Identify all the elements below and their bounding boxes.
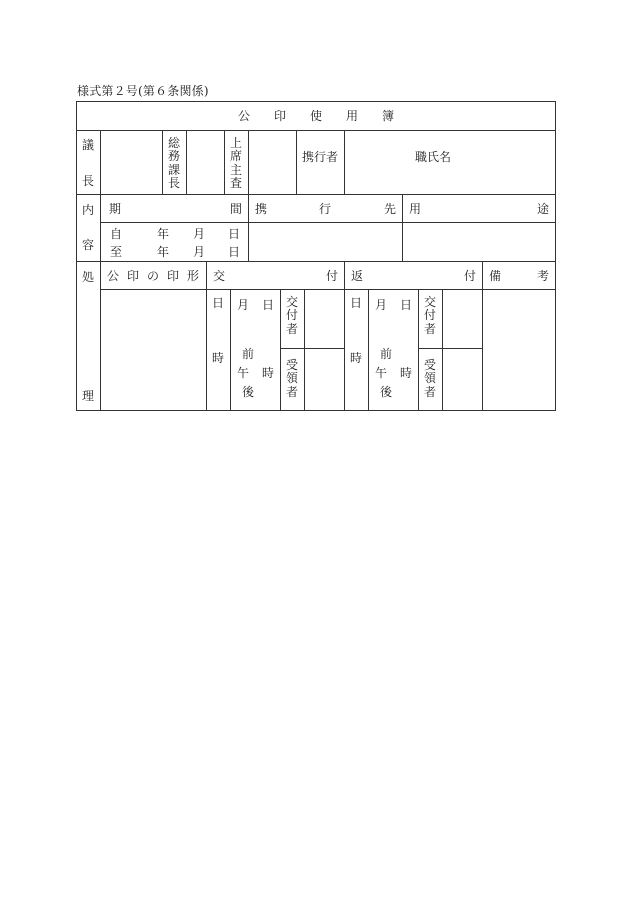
processing-label-cell xyxy=(77,262,101,410)
delivery-pm: 後 xyxy=(242,385,255,399)
delivery-date: 日 xyxy=(262,298,275,312)
delivery-day-label: 日 xyxy=(212,296,225,310)
purpose-label-start: 用 xyxy=(409,202,422,216)
delivery-am: 前 xyxy=(242,347,255,361)
general-affairs-chief-seal-box[interactable] xyxy=(187,131,225,195)
delivery-time: 時 xyxy=(262,366,275,380)
seal-impression-box[interactable] xyxy=(101,290,207,410)
remarks-header xyxy=(483,262,555,290)
destination-char-1: 携 xyxy=(255,202,268,216)
senior-officer-label: 上席主査 xyxy=(229,136,242,191)
return-datetime-label-cell xyxy=(345,290,369,410)
return-deliverer-label xyxy=(419,290,443,349)
return-time: 時 xyxy=(400,366,413,380)
form-title: 公 印 使 用 簿 xyxy=(237,109,394,123)
processing-label-top: 処 xyxy=(82,270,95,284)
return-datetime-cell[interactable] xyxy=(369,290,419,410)
remarks-label-start: 備 xyxy=(489,269,502,283)
delivery-month: 月 xyxy=(237,298,250,312)
return-day-label: 日 xyxy=(350,296,363,310)
destination-char-2: 行 xyxy=(319,202,332,216)
to-label: 至 xyxy=(110,245,123,259)
delivery-receiver-label xyxy=(281,349,305,410)
remarks-label-end: 考 xyxy=(536,269,549,283)
return-am: 前 xyxy=(380,347,393,361)
from-day: 日 xyxy=(228,227,241,241)
delivery-receiver-text: 受領者 xyxy=(285,358,298,399)
carrier-name-label: 職氏名 xyxy=(415,150,452,164)
from-label: 自 xyxy=(110,227,123,241)
delivery-header xyxy=(207,262,345,290)
destination-value-cell[interactable] xyxy=(249,223,403,262)
return-hour-label: 時 xyxy=(350,351,363,365)
from-year: 年 xyxy=(157,227,170,241)
senior-officer-seal-box[interactable] xyxy=(249,131,297,195)
return-deliverer-text: 交付者 xyxy=(423,295,436,336)
content-label-cell xyxy=(77,195,101,262)
return-receiver-seal[interactable] xyxy=(443,349,483,410)
return-noon: 午 xyxy=(375,366,388,380)
chair-seal-box[interactable] xyxy=(101,131,163,195)
delivery-hour-label: 時 xyxy=(212,351,225,365)
seal-impression-char-1: 公 xyxy=(107,269,120,283)
remarks-box[interactable] xyxy=(483,290,555,410)
to-year: 年 xyxy=(157,245,170,259)
period-label-start: 期 xyxy=(109,202,122,216)
carrier-name-cell[interactable] xyxy=(345,131,555,195)
seal-usage-register-form xyxy=(76,101,556,411)
purpose-label-end: 途 xyxy=(536,202,549,216)
destination-header xyxy=(249,195,403,223)
delivery-deliverer-text: 交付者 xyxy=(285,295,298,336)
return-date: 日 xyxy=(400,298,413,312)
form-number: 様式第２号(第６条関係) xyxy=(77,84,209,98)
delivery-deliverer-label xyxy=(281,290,305,349)
to-month: 月 xyxy=(193,245,206,259)
chair-cell xyxy=(77,131,101,195)
return-receiver-label xyxy=(419,349,443,410)
delivery-label-end: 付 xyxy=(325,269,338,283)
carrier-cell xyxy=(297,131,345,195)
destination-char-3: 先 xyxy=(383,202,396,216)
return-label-end: 付 xyxy=(463,269,476,283)
return-label-start: 返 xyxy=(351,269,364,283)
carrier-label: 携行者 xyxy=(302,150,339,164)
seal-impression-char-5: 形 xyxy=(187,269,200,283)
seal-impression-char-4: 印 xyxy=(167,269,180,283)
content-label-top: 内 xyxy=(82,203,95,217)
delivery-datetime-label-cell xyxy=(207,290,231,410)
delivery-noon: 午 xyxy=(237,366,250,380)
to-day: 日 xyxy=(228,245,241,259)
chair-label-bottom: 長 xyxy=(82,174,95,188)
seal-impression-header xyxy=(101,262,207,290)
return-month: 月 xyxy=(375,298,388,312)
return-pm: 後 xyxy=(380,385,393,399)
seal-impression-char-2: 印 xyxy=(127,269,140,283)
delivery-receiver-seal[interactable] xyxy=(305,349,345,410)
content-label-bottom: 容 xyxy=(82,238,95,252)
title-row xyxy=(77,102,555,131)
delivery-datetime-cell[interactable] xyxy=(231,290,281,410)
period-header xyxy=(101,195,249,223)
seal-impression-char-3: の xyxy=(147,269,160,283)
chair-label-top: 議 xyxy=(82,138,95,152)
from-month: 月 xyxy=(193,227,206,241)
general-affairs-chief-cell xyxy=(163,131,187,195)
delivery-deliverer-seal[interactable] xyxy=(305,290,345,349)
period-dates-cell[interactable] xyxy=(101,223,249,262)
return-deliverer-seal[interactable] xyxy=(443,290,483,349)
processing-label-bottom: 理 xyxy=(82,389,95,403)
period-label-end: 間 xyxy=(229,202,242,216)
return-header xyxy=(345,262,483,290)
purpose-header xyxy=(403,195,555,223)
purpose-value-cell[interactable] xyxy=(403,223,555,262)
delivery-label-start: 交 xyxy=(213,269,226,283)
senior-officer-cell xyxy=(225,131,249,195)
general-affairs-chief-label: 総務課長 xyxy=(167,136,180,191)
return-receiver-text: 受領者 xyxy=(423,358,436,399)
